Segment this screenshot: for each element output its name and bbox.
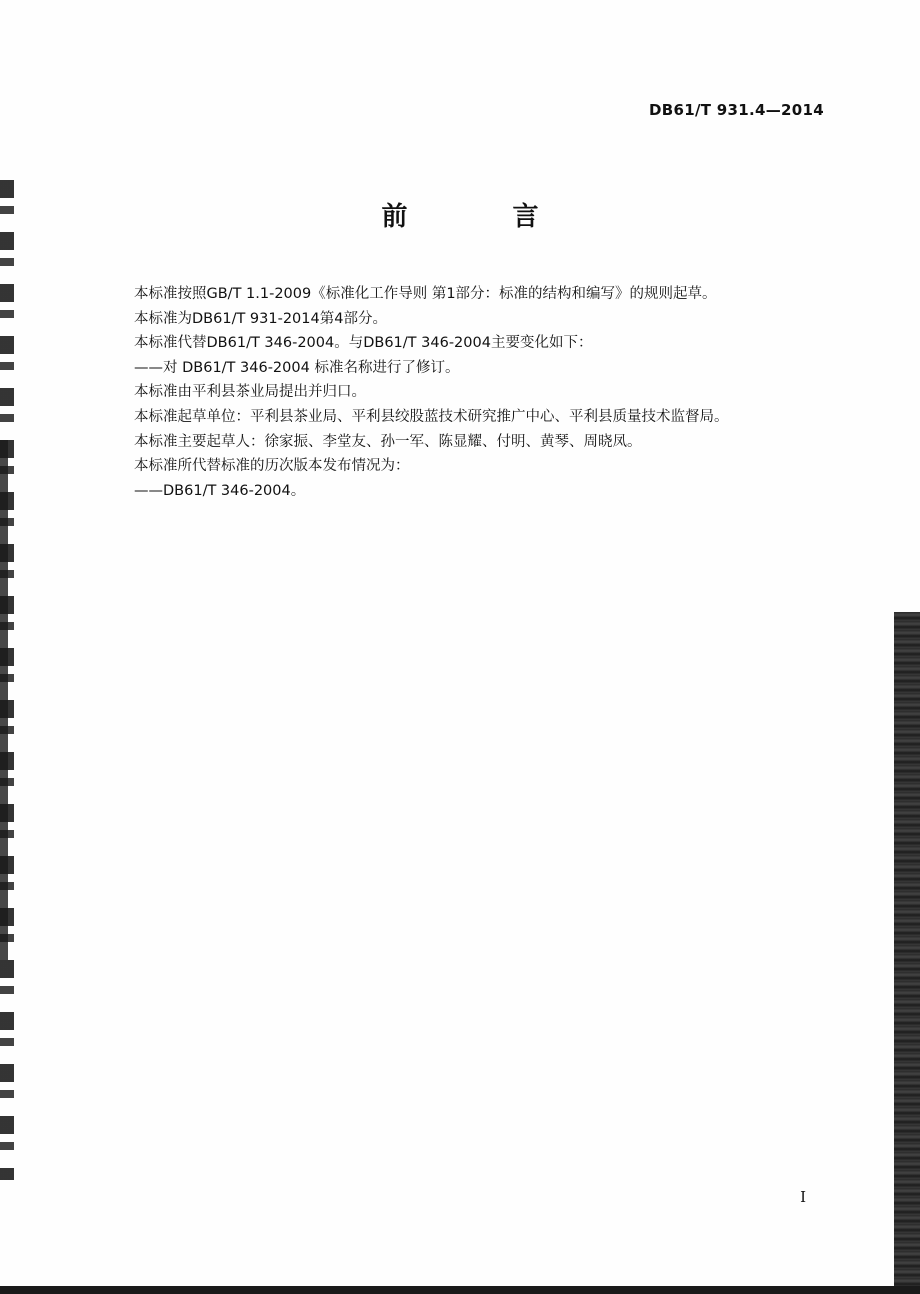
scan-bottom-edge — [0, 1286, 920, 1294]
paragraph: 本标准由平利县茶业局提出并归口。 — [134, 384, 366, 401]
paragraph: 本标准所代替标准的历次版本发布情况为： — [134, 458, 410, 475]
scan-left-edge-shadow — [0, 440, 8, 960]
paragraph: 本标准起草单位：平利县茶业局、平利县绞股蓝技术研究推广中心、平利县质量技术监督局。 — [134, 408, 729, 425]
scan-right-edge — [894, 612, 920, 1294]
page-number: I — [800, 1188, 806, 1206]
page-title: 前 言 — [381, 202, 587, 232]
paragraph: ——对 DB61/T 346-2004 标准名称进行了修订。 — [134, 359, 460, 376]
paragraph: 本标准为DB61/T 931-2014第4部分。 — [134, 310, 387, 327]
foreword-body — [134, 282, 814, 503]
paragraph: 本标准按照GB/T 1.1-2009《标准化工作导则 第1部分：标准的结构和编写》的规则起草。 — [134, 286, 717, 302]
paragraph: 本标准主要起草人：徐家振、李堂友、孙一军、陈显耀、付明、黄琴、周晓凤。 — [134, 433, 642, 450]
document-code: DB61/T 931.4—2014 — [649, 101, 824, 119]
paragraph: ——DB61/T 346-2004。 — [134, 482, 306, 499]
paragraph: 本标准代替DB61/T 346-2004。与DB61/T 346-2004主要变化如下： — [134, 335, 593, 352]
